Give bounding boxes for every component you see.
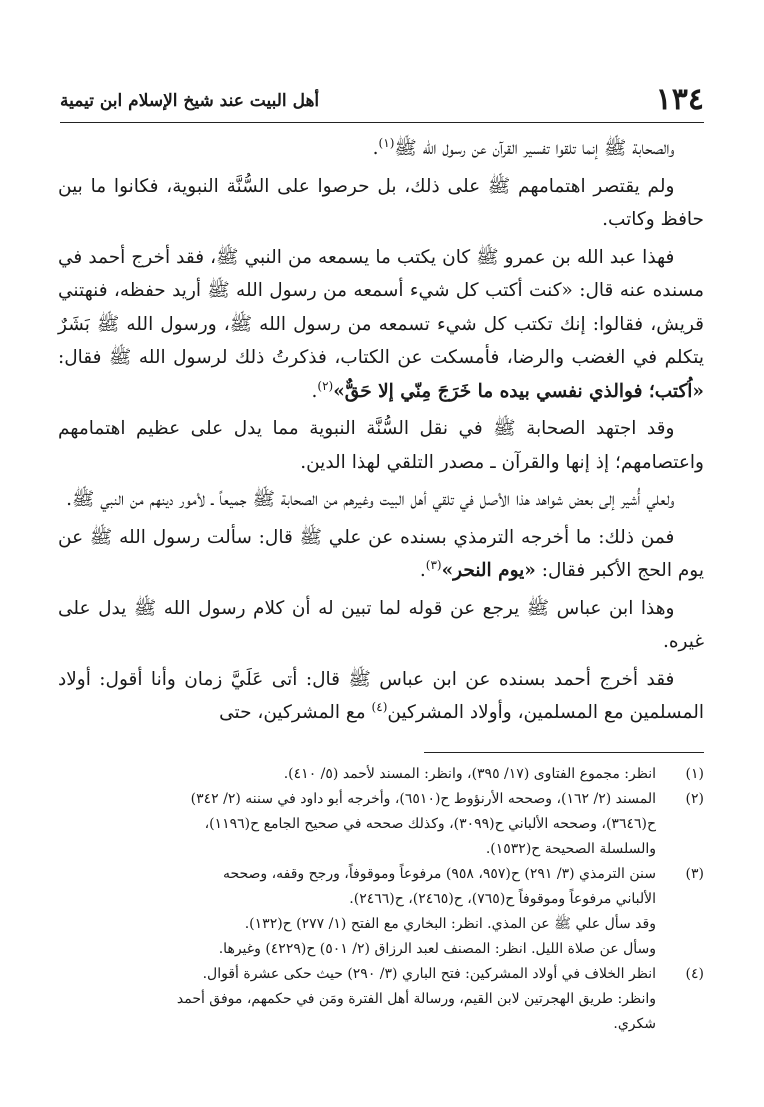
footnote-line: والسلسلة الصحيحة ح(١٥٣٢). — [485, 841, 656, 857]
running-title: أهل البيت عند شيخ الإسلام ابن تيمية — [60, 91, 320, 111]
footnote-line: انظر الخلاف في أولاد المشركين: فتح الباري (٣/ ٢٩٠) حيث حكى عشرة أقوال. — [202, 966, 656, 982]
footnote-line: انظر: مجموع الفتاوى (١٧/ ٣٩٥)، وانظر: المسند لأحمد (٥/ ٤١٠). — [283, 766, 656, 782]
paragraph: ولم يقتصر اهتمامهم ﷺ على ذلك، بل حرصوا على السُّنَّة النبوية، فكانوا ما بين حافظ وكاتب. — [58, 175, 704, 230]
footnote-ref[interactable]: (١) — [378, 135, 395, 150]
footnote-line: سنن الترمذي (٣/ ٢٩١) ح(٩٥٧، ٩٥٨) مرفوعاً وموقوفاً، ورجح وقفه، وصححه — [222, 866, 656, 882]
footnote-ref[interactable]: (٢) — [317, 378, 334, 393]
footnote-line: ح(٣٦٤٦)، وصححه الألباني ح(٣٠٩٩)، وكذلك صححه في صحيح الجامع ح(١١٩٦)، — [204, 816, 656, 832]
footnote-number: (٤) — [685, 966, 704, 982]
footnote-number: (٣) — [685, 866, 704, 882]
footnote-line: وانظر: طريق الهجرتين لابن القيم، ورسالة أهل الفترة ومَن في حكمهم، موفق أحمد — [176, 991, 656, 1007]
footnote-line: وقد سأل علي ﷺ عن المذي. انظر: البخاري مع الفتح (١/ ٢٧٧) ح(١٣٢). — [244, 916, 656, 932]
hadith-quote: «اُكتب؛ فوالذي نفسي بيده ما خَرَجَ مِنّي إلا حَقٌّ» — [333, 380, 704, 402]
paragraph: فقد أخرج أحمد بسنده عن ابن عباس ﷺ قال: أتى عَلَيَّ زمان وأنا أقول: أولاد المسلمين مع المسلمين، وأولاد المشركين$^{(٤)}$ مع المشركين، حتى — [58, 668, 704, 723]
footnote-line: الألباني مرفوعاً وموقوفاً ح(٧٦٥)، ح(٢٤٦٥)، ح(٢٤٦٦). — [349, 891, 656, 907]
footnote-line: المسند (٢/ ١٦٢)، وصححه الأرنؤوط ح(٦٥١٠)، وأخرجه أبو داود في سننه (٢/ ٣٤٢) — [190, 791, 656, 807]
footnote — [58, 787, 704, 862]
main-text — [58, 132, 704, 734]
paragraph: فمن ذلك: ما أخرجه الترمذي بسنده عن علي ﷺ قال: سألت رسول الله ﷺ عن يوم الحج الأكبر فقال: «يوم النحر»$^{(٣)}$. — [58, 526, 704, 581]
footnote-ref[interactable]: (٣) — [425, 557, 442, 572]
footnote-line: وسأل عن صلاة الليل. انظر: المصنف لعبد الرزاق (٢/ ٥٠١) ح(٤٢٢٩) وغيرها. — [218, 941, 656, 957]
page-header — [60, 80, 704, 123]
paragraph: فهذا عبد الله بن عمرو ﷺ كان يكتب ما يسمعه من النبي ﷺ، فقد أخرج أحمد في مسنده عنه قال: «كنت أكتب كل شيء أسمعه من رسول الله ﷺ أريد حفظه، فنهتني قريش، فقالوا: إنك تكتب كل شيء تسمعه من رسول الله ﷺ، ورسول الله ﷺ بَشَرٌ يتكلم في الغضب والرضا، فأمسكت عن الكتاب، فذكرتُ ذلك لرسول الله ﷺ فقال: «اُكتب؛ فوالذي نفسي بيده ما خَرَجَ مِنّي إلا حَقٌّ»$^{(٢)}$. — [58, 246, 704, 402]
page-number: ١٣٤ — [655, 82, 704, 117]
footnote-line: شكري. — [613, 1016, 656, 1032]
footnote — [58, 962, 704, 1037]
paragraph: ولعلي أُشير إلى بعض شواهد هذا الأصل في تلقي أهل البيت وغيرهم من الصحابة ﷺ جميعاً ـ لأمور دينهم من النبي ﷺ. — [66, 489, 675, 510]
paragraph: وقد اجتهد الصحابة ﷺ في نقل السُّنَّة النبوية مما يدل على عظيم اهتمامهم واعتصامهم؛ إذ إنها والقرآن ـ مصدر التلقي لهذا الدين. — [58, 418, 704, 473]
hadith-quote: «يوم النحر» — [441, 560, 536, 581]
footnote-ref[interactable]: (٤) — [371, 699, 388, 714]
footnotes — [58, 762, 704, 1037]
footnote-number: (٢) — [685, 791, 704, 807]
footnote — [58, 762, 704, 787]
paragraph: وهذا ابن عباس ﷺ يرجع عن قوله لما تبين له أن كلام رسول الله ﷺ يدل على غيره. — [58, 597, 704, 652]
footnote — [58, 862, 704, 962]
footnote-number: (١) — [685, 766, 704, 782]
paragraph: والصحابة ﷺ إنما تلقوا تفسير القرآن عن رسول الله ﷺ$^{(١)}$. — [372, 135, 675, 159]
footnote-separator — [424, 752, 704, 753]
